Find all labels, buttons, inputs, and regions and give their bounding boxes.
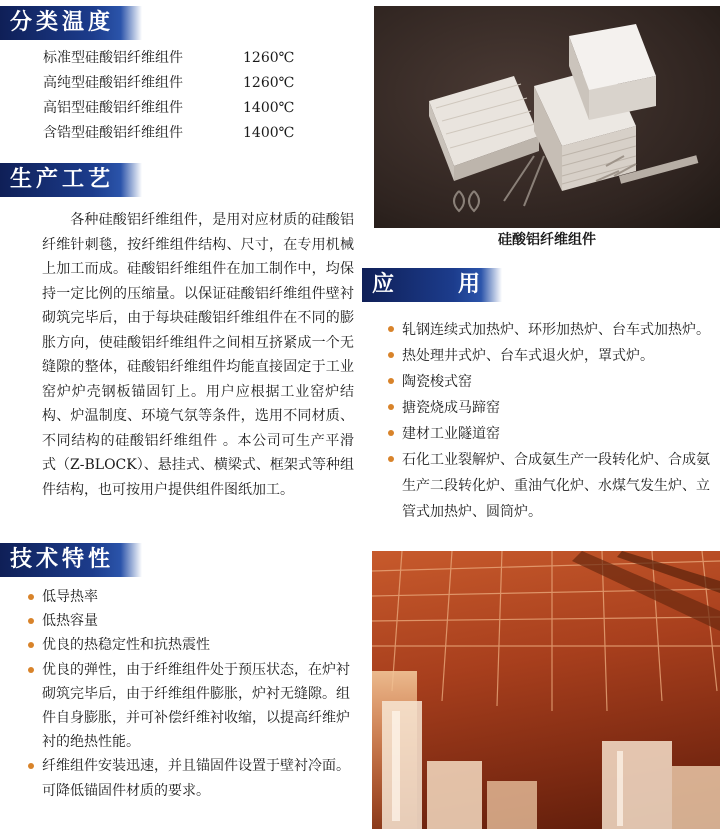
furnace-interior-photo <box>372 551 720 829</box>
list-item: 纤维组件安装迅速，并且锚固件设置于壁衬冷面。可降低锚固件材质的要求。 <box>28 754 358 802</box>
list-item: 搪瓷烧成马蹄窑 <box>388 395 718 421</box>
section-title-application <box>362 268 502 302</box>
temp-row <box>43 96 294 120</box>
temp-row-value: 1400℃ <box>243 125 295 141</box>
list-item: 热处理井式炉、台车式退火炉，罩式炉。 <box>388 343 718 369</box>
list-item: 低热容量 <box>28 609 358 633</box>
list-item: 低导热率 <box>28 585 358 609</box>
temp-row-name: 含锆型硅酸铝纤维组件 <box>43 125 183 141</box>
list-item: 优良的热稳定性和抗热震性 <box>28 633 358 657</box>
temp-row-value: 1400℃ <box>243 100 295 116</box>
application-title-left: 应 <box>372 272 395 297</box>
temp-row-value: 1260℃ <box>243 75 295 91</box>
bullet-icon <box>388 404 394 410</box>
fiber-module-photo <box>374 6 720 228</box>
temp-row-value: 1260℃ <box>243 50 295 66</box>
temp-row-name: 标准型硅酸铝纤维组件 <box>43 50 183 66</box>
bullet-icon <box>388 326 394 332</box>
list-item: 石化工业裂解炉、合成氨生产一段转化炉、合成氨生产二段转化炉、重油气化炉、水煤气发生炉、立管式加热炉、圆筒炉。 <box>388 447 718 525</box>
temp-row <box>43 46 294 70</box>
list-item: 建材工业隧道窑 <box>388 421 718 447</box>
section-title-features: 技术特性 <box>0 543 142 577</box>
application-title-right: 用 <box>458 272 481 297</box>
bullet-icon <box>388 378 394 384</box>
process-text: 各种硅酸铝纤维组件，是用对应材质的硅酸铝纤维针刺毯，按纤维组件结构、尺寸，在专用机械上加工而成。硅酸铝纤维组件在加工制作中，均保持一定比例的压缩量。以保证硅酸铝纤维组件壁衬砌筑完毕后，由于每块硅酸铝纤维组件在不同的膨胀方向，使硅酸铝纤维组件之间相互挤紧成一个无缝隙的整体，硅酸铝纤维组件均能直接固定于工业窑炉炉壳钢板锚固钉上。用户应根据工业窑炉结构、炉温制度、环境气氛等条件，选用不同材质、不同结构的硅酸铝纤维组件 。本公司可生产平滑式（Z-BLOCK）、悬挂式、横梁式、框架式等种组件结构，也可按用户提供组件图纸加工。 <box>42 212 354 498</box>
bullet-icon <box>388 352 394 358</box>
photo-caption: 硅酸铝纤维组件 <box>498 232 596 248</box>
section-title-process: 生产工艺 <box>0 163 142 197</box>
bullet-icon <box>28 642 34 648</box>
bullet-icon <box>28 667 34 673</box>
list-item: 陶瓷梭式窑 <box>388 369 718 395</box>
bullet-icon <box>28 763 34 769</box>
temp-row <box>43 71 294 95</box>
bullet-icon <box>28 618 34 624</box>
bullet-icon <box>388 430 394 436</box>
bullet-icon <box>388 456 394 462</box>
process-paragraph <box>42 208 354 502</box>
furnace-illustration <box>372 551 720 829</box>
fiber-module-illustration <box>374 6 720 228</box>
list-item: 优良的弹性，由于纤维组件处于预压状态，在炉衬砌筑完毕后，由于纤维组件膨胀，炉衬无缝隙。组件自身膨胀，并可补偿纤维衬收缩，以提高纤维炉衬的绝热性能。 <box>28 658 358 755</box>
application-list <box>388 317 718 525</box>
temp-row <box>43 121 294 145</box>
temp-row-name: 高纯型硅酸铝纤维组件 <box>43 75 183 91</box>
list-item: 轧钢连续式加热炉、环形加热炉、台车式加热炉。 <box>388 317 718 343</box>
section-title-temperature: 分类温度 <box>0 6 142 40</box>
features-list <box>28 585 358 803</box>
temp-row-name: 高铝型硅酸铝纤维组件 <box>43 100 183 116</box>
bullet-icon <box>28 594 34 600</box>
